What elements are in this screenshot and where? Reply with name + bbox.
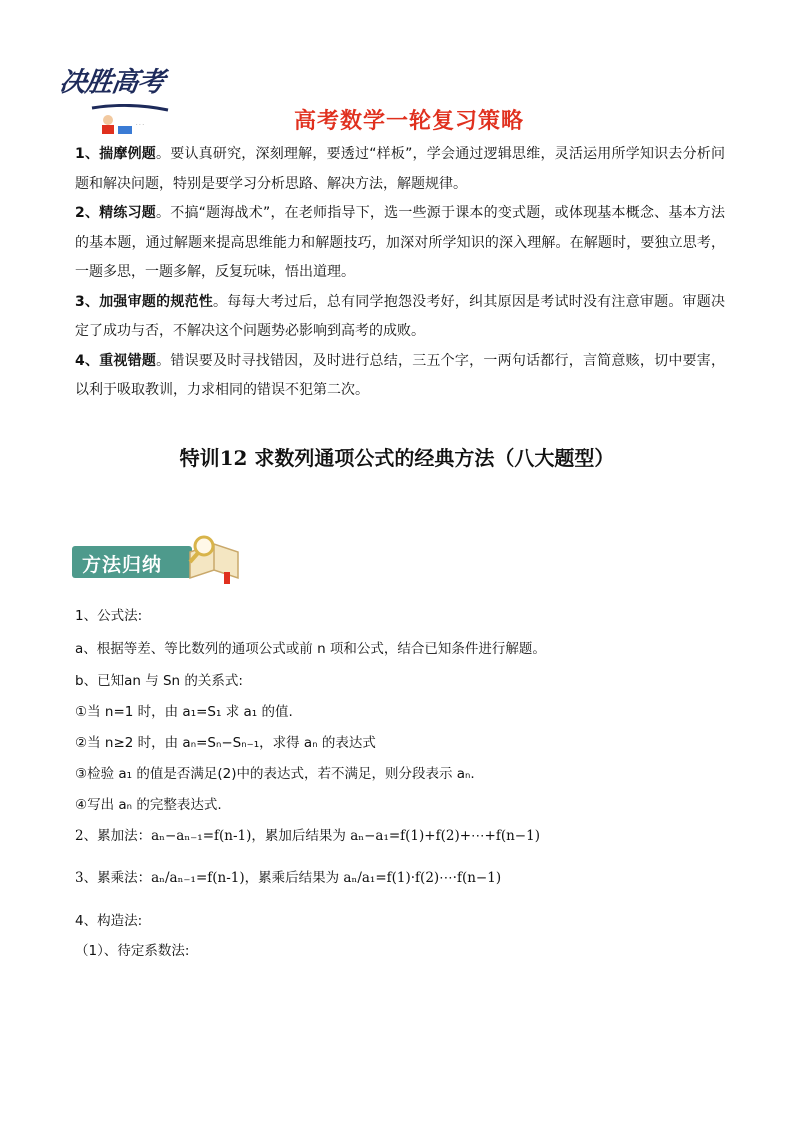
method-line: 4、构造法: [75, 913, 143, 929]
strategy-item: 3、加强审题的规范性。每每大考过后，总有同学抱怨没考好，纠其原因是考试时没有注意审题。审题决定了成功与否，不解决这个问题势必影响到高考的成败。 [75, 293, 726, 339]
method-line: ②当 n≥2 时，由 aₙ=Sₙ−Sₙ₋₁，求得 aₙ 的表达式 [75, 735, 376, 751]
method-line: 2、累加法：aₙ−aₙ₋₁=f(n-1)，累加后结果为 aₙ−a₁=f(1)+f(2)+⋯+f(n−1) [75, 828, 540, 844]
method-line: （1）、待定系数法: [75, 943, 190, 959]
strategy-heading: 加强审题的规范性 [99, 293, 214, 310]
strategy-list [75, 140, 725, 406]
strategy-heading: 重视错题 [99, 352, 157, 369]
strategy-heading: 揣摩例题 [99, 146, 157, 162]
method-line: ③检验 a₁ 的值是否满足(2)中的表达式，若不满足，则分段表示 aₙ. [75, 766, 475, 782]
method-line: 1、公式法: [75, 608, 143, 624]
strategy-item: 1、揣摩例题。要认真研究，深刻理解，要透过“样板”，学会通过逻辑思维，灵活运用所学知识去分析问题和解决问题，特别是要学习分析思路、解决方法，解题规律。 [75, 146, 725, 192]
strategy-item: 2、精练习题。不搞“题海战术”，在老师指导下，选一些源于课本的变式题，或体现基本概念、基本方法的基本题，通过解题来提高思维能力和解题技巧，加深对所学知识的深入理解。在解题时，要独立思考，一题多思，一题多解，反复玩味，悟出道理。 [75, 205, 725, 280]
method-line: b、已知an 与 Sn 的关系式: [75, 673, 243, 689]
method-line: ①当 n=1 时，由 a₁=S₁ 求 a₁ 的值. [75, 704, 293, 720]
strategy-item: 4、重视错题。错误要及时寻找错因，及时进行总结，三五个字，一两句话都行，言简意赅，切中要害，以利于吸取教训，力求相同的错误不犯第二次。 [75, 352, 726, 398]
strategy-heading: 精练习题 [99, 205, 157, 221]
book-magnifier-icon [184, 532, 244, 584]
badge-label: 方法归纳 [82, 554, 163, 576]
method-badge [72, 532, 242, 584]
svg-text:· · ·: · · · [136, 122, 144, 128]
logo-text: 决胜高考 [57, 67, 166, 98]
method-line: a、根据等差、等比数列的通项公式或前 n 项和公式，结合已知条件进行解题。 [75, 641, 546, 657]
method-line: 3、累乘法：aₙ/aₙ₋₁=f(n-1)，累乘后结果为 aₙ/a₁=f(1)·f(2)⋯·f(n−1) [75, 870, 502, 886]
section-title: 特训12 求数列通项公式的经典方法（八大题型） [179, 446, 615, 470]
method-line: ④写出 aₙ 的完整表达式. [75, 797, 222, 813]
page-title: 高考数学一轮复习策略 [293, 109, 524, 134]
